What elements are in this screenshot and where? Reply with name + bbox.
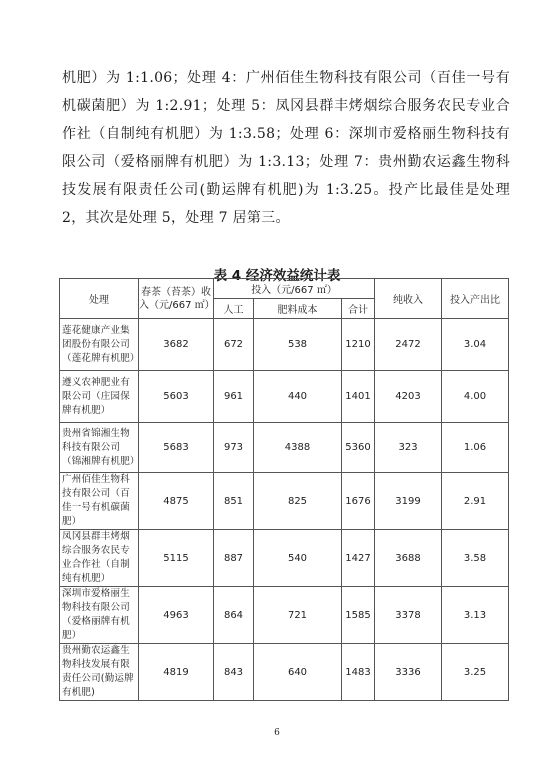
- cell-fertilizer-cost: 540: [254, 530, 342, 587]
- table-row: [60, 644, 509, 701]
- cell-net-income: 3688: [375, 530, 442, 587]
- cell-income: 4875: [139, 473, 214, 530]
- cell-income: 4963: [139, 587, 214, 644]
- cell-fertilizer-cost: 640: [254, 644, 342, 701]
- cell-labor: 672: [214, 319, 254, 371]
- cell-labor: 843: [214, 644, 254, 701]
- table-row: [60, 371, 509, 423]
- cell-ratio: 1.06: [442, 423, 509, 473]
- cell-fertilizer-cost: 825: [254, 473, 342, 530]
- cell-treatment: 莲花健康产业集团股份有限公司（莲花牌有机肥）: [60, 319, 139, 371]
- cell-net-income: 3378: [375, 587, 442, 644]
- table-row: [60, 587, 509, 644]
- cell-fertilizer-cost: 538: [254, 319, 342, 371]
- header-total: 合计: [342, 299, 375, 319]
- table-row: [60, 473, 509, 530]
- table-row: [60, 530, 509, 587]
- table-caption: 表 4 经济效益统计表: [213, 268, 341, 284]
- cell-net-income: 323: [375, 423, 442, 473]
- cell-treatment: 遵义农神肥业有限公司（庄园保牌有机肥）: [60, 371, 139, 423]
- header-input-output-ratio: 投入产出比: [442, 279, 509, 319]
- cell-labor: 973: [214, 423, 254, 473]
- header-fertilizer-cost: 肥料成本: [254, 299, 342, 319]
- cell-total: 1676: [342, 473, 375, 530]
- cell-total: 1585: [342, 587, 375, 644]
- cell-income: 5115: [139, 530, 214, 587]
- cell-ratio: 2.91: [442, 473, 509, 530]
- cell-income: 5603: [139, 371, 214, 423]
- body-paragraph: 机肥）为 1:1.06；处理 4：广州佰佳生物科技有限公司（百佳一号有机碳菌肥）为 1:2.91；处理 5：凤冈县群丰烤烟综合服务农民专业合作社（自制纯有机肥）为 1:3.58；处理 6：深圳市爱格丽生物科技有限公司（爱格丽牌有机肥）为 1:3.13；处理 7：贵州勤农运鑫生物科技发展有限责任公司(勤运牌有机肥)为 1:3.25。投产比最佳是处理 2，其次是处理 5，处理 7 居第三。: [62, 70, 510, 226]
- cell-treatment: 贵州省锦湘生物科技有限公司（锦湘牌有机肥）: [60, 423, 139, 473]
- header-input-group: 投入（元/667 ㎡）: [214, 279, 375, 299]
- cell-ratio: 3.25: [442, 644, 509, 701]
- table-row: [60, 423, 509, 473]
- cell-treatment: 广州佰佳生物科技有限公司（百佳一号有机碳菌肥）: [60, 473, 139, 530]
- cell-net-income: 4203: [375, 371, 442, 423]
- cell-ratio: 4.00: [442, 371, 509, 423]
- cell-income: 3682: [139, 319, 214, 371]
- cell-fertilizer-cost: 721: [254, 587, 342, 644]
- cell-total: 1210: [342, 319, 375, 371]
- economic-benefit-table: [59, 278, 509, 701]
- cell-total: 1483: [342, 644, 375, 701]
- cell-net-income: 3336: [375, 644, 442, 701]
- cell-treatment: 凤冈县群丰烤烟综合服务农民专业合作社（自制纯有机肥）: [60, 530, 139, 587]
- header-labor: 人工: [214, 299, 254, 319]
- cell-ratio: 3.04: [442, 319, 509, 371]
- cell-labor: 961: [214, 371, 254, 423]
- cell-total: 1427: [342, 530, 375, 587]
- table-row: [60, 319, 509, 371]
- page-number: 6: [274, 728, 280, 738]
- cell-labor: 864: [214, 587, 254, 644]
- cell-treatment: 贵州勤农运鑫生物科技发展有限责任公司(勤运牌有机肥): [60, 644, 139, 701]
- cell-net-income: 3199: [375, 473, 442, 530]
- cell-total: 5360: [342, 423, 375, 473]
- cell-labor: 851: [214, 473, 254, 530]
- cell-fertilizer-cost: 4388: [254, 423, 342, 473]
- cell-income: 5683: [139, 423, 214, 473]
- cell-income: 4819: [139, 644, 214, 701]
- cell-treatment: 深圳市爱格丽生物科技有限公司（爱格丽牌有机肥）: [60, 587, 139, 644]
- cell-total: 1401: [342, 371, 375, 423]
- cell-net-income: 2472: [375, 319, 442, 371]
- header-net-income: 纯收入: [375, 279, 442, 319]
- cell-ratio: 3.13: [442, 587, 509, 644]
- cell-fertilizer-cost: 440: [254, 371, 342, 423]
- header-treatment: 处理: [60, 279, 139, 319]
- cell-labor: 887: [214, 530, 254, 587]
- header-spring-tea-income: 春茶（苔茶）收入（元/667 ㎡）: [139, 279, 214, 319]
- cell-ratio: 3.58: [442, 530, 509, 587]
